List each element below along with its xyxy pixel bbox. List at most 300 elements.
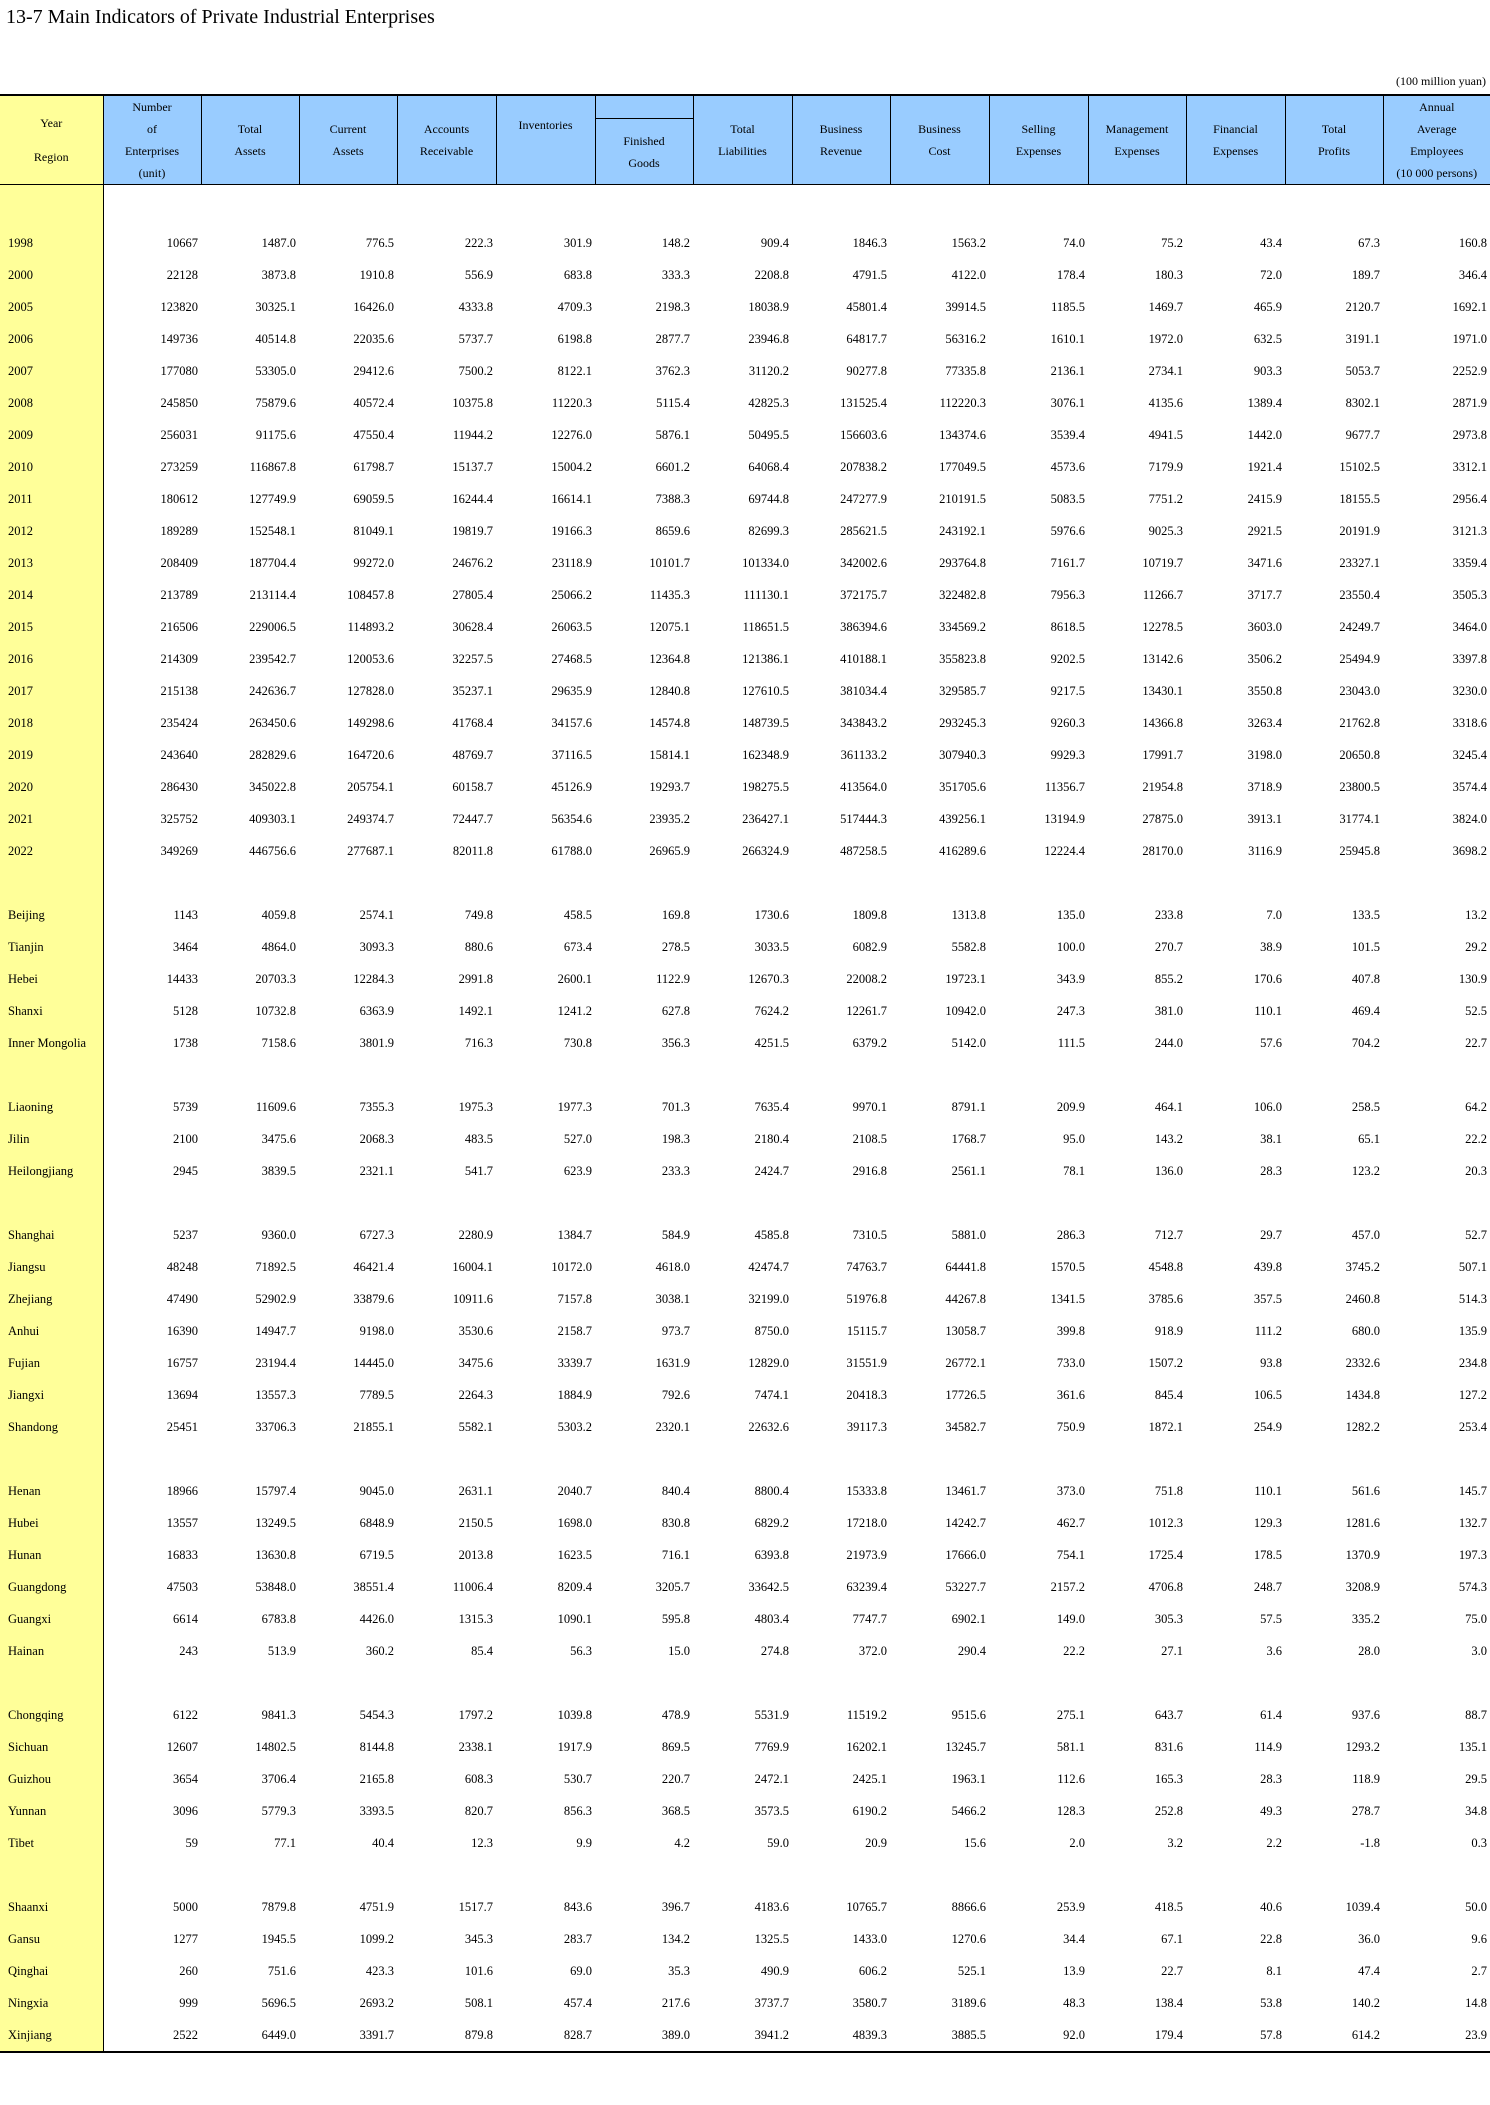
row-label: Guizhou	[0, 1763, 103, 1795]
table-cell: 123.2	[1351, 1163, 1380, 1178]
header-business-revenue	[792, 95, 890, 185]
table-cell: 1797.2	[458, 1707, 493, 1722]
spacer-cell	[496, 1187, 595, 1219]
table-cell: 6198.8	[557, 331, 592, 346]
spacer-cell	[1383, 1443, 1490, 1475]
table-cell: 71892.5	[255, 1259, 296, 1274]
spacer-cell	[201, 867, 299, 899]
spacer-cell	[792, 867, 890, 899]
table-cell: 112220.3	[939, 395, 986, 410]
table-cell: 57.6	[1260, 1035, 1282, 1050]
table-cell: 1917.9	[557, 1739, 592, 1754]
spacer-cell	[201, 1859, 299, 1891]
table-cell: 2991.8	[458, 971, 493, 986]
table-cell: 178.4	[1056, 267, 1085, 282]
table-cell: 8.1	[1266, 1963, 1282, 1978]
table-cell: 5876.1	[655, 427, 690, 442]
table-cell: 5582.8	[951, 939, 986, 954]
table-cell: 39914.5	[945, 299, 986, 314]
table-cell: 286430	[160, 779, 198, 794]
table-cell: 20.9	[865, 1835, 887, 1850]
table-cell: 3475.6	[458, 1355, 493, 1370]
region-row	[0, 931, 1490, 963]
table-cell: 1442.0	[1247, 427, 1282, 442]
table-cell: 133.5	[1351, 907, 1380, 922]
spacer-cell	[792, 1667, 890, 1699]
row-label: Hubei	[0, 1507, 103, 1539]
header-line: Management	[1105, 122, 1169, 136]
table-cell: 243192.1	[939, 523, 986, 538]
table-cell: 45126.9	[551, 779, 592, 794]
header-year-region	[0, 95, 103, 185]
region-row	[0, 1699, 1490, 1731]
table-cell: 27875.0	[1142, 811, 1183, 826]
table-cell: 1185.5	[1051, 299, 1085, 314]
spacer-cell	[0, 1667, 103, 1699]
table-cell: 4618.0	[655, 1259, 690, 1274]
table-cell: 13194.9	[1044, 811, 1085, 826]
table-cell: 1738	[173, 1035, 198, 1050]
table-cell: 2180.4	[754, 1131, 789, 1146]
spacer-cell	[989, 867, 1088, 899]
spacer-cell	[397, 1443, 496, 1475]
table-cell: 99272.0	[353, 555, 394, 570]
table-cell: 973.7	[661, 1323, 690, 1338]
table-cell: 1270.6	[951, 1931, 986, 1946]
spacer-cell	[0, 1187, 103, 1219]
table-cell: 418.5	[1154, 1899, 1183, 1914]
row-label: Qinghai	[0, 1955, 103, 1987]
spacer-cell	[496, 185, 595, 228]
row-label: 2006	[0, 323, 103, 355]
table-cell: 127610.5	[742, 683, 789, 698]
table-cell: 9217.5	[1050, 683, 1085, 698]
table-cell: 20650.8	[1339, 747, 1380, 762]
spacer-row	[0, 185, 1490, 228]
row-label: 2016	[0, 643, 103, 675]
spacer-cell	[397, 1859, 496, 1891]
table-cell: 3076.1	[1050, 395, 1085, 410]
table-cell: 608.3	[464, 1771, 493, 1786]
spacer-cell	[890, 1859, 989, 1891]
spacer-cell	[1088, 867, 1186, 899]
table-cell: 345.3	[464, 1931, 493, 1946]
row-label: Tianjin	[0, 931, 103, 963]
table-cell: -1.8	[1360, 1835, 1380, 1850]
row-label: 2007	[0, 355, 103, 387]
header-line: Receivable	[419, 144, 474, 158]
table-cell: 1975.3	[458, 1099, 493, 1114]
table-cell: 49.3	[1260, 1803, 1282, 1818]
year-row	[0, 227, 1490, 259]
table-cell: 28.3	[1260, 1163, 1282, 1178]
table-cell: 143.2	[1154, 1131, 1183, 1146]
table-cell: 156603.6	[840, 427, 887, 442]
table-cell: 1143	[173, 907, 198, 922]
spacer-cell	[890, 1059, 989, 1091]
table-cell: 52902.9	[255, 1291, 296, 1306]
table-cell: 1872.1	[1148, 1419, 1183, 1434]
table-cell: 10667	[166, 235, 198, 250]
spacer-row	[0, 1667, 1490, 1699]
year-row	[0, 835, 1490, 867]
table-cell: 85.4	[471, 1643, 493, 1658]
row-label: Shanxi	[0, 995, 103, 1027]
table-cell: 67.3	[1358, 235, 1380, 250]
row-label: Liaoning	[0, 1091, 103, 1123]
table-cell: 3718.9	[1247, 779, 1282, 794]
region-row	[0, 1219, 1490, 1251]
table-cell: 3873.8	[261, 267, 296, 282]
table-cell: 25494.9	[1339, 651, 1380, 666]
table-cell: 2561.1	[951, 1163, 986, 1178]
table-cell: 446756.6	[249, 843, 296, 858]
table-cell: 217.6	[661, 1995, 690, 2010]
table-cell: 33642.5	[748, 1579, 789, 1594]
table-cell: 24676.2	[452, 555, 493, 570]
table-cell: 101.6	[464, 1963, 493, 1978]
year-row	[0, 259, 1490, 291]
table-cell: 514.3	[1458, 1291, 1487, 1306]
spacer-cell	[1383, 1667, 1490, 1699]
table-cell: 9260.3	[1050, 715, 1085, 730]
table-cell: 56354.6	[551, 811, 592, 826]
table-cell: 2693.2	[359, 1995, 394, 2010]
table-cell: 3737.7	[754, 1995, 789, 2010]
table-cell: 118.9	[1352, 1771, 1380, 1786]
table-cell: 606.2	[858, 1963, 887, 1978]
table-cell: 233.3	[661, 1163, 690, 1178]
table-cell: 213114.4	[249, 587, 296, 602]
table-cell: 16004.1	[452, 1259, 493, 1274]
table-cell: 6393.8	[754, 1547, 789, 1562]
table-cell: 216506	[160, 619, 198, 634]
table-cell: 372175.7	[840, 587, 887, 602]
row-label: Hebei	[0, 963, 103, 995]
table-cell: 177080	[160, 363, 198, 378]
table-cell: 2332.6	[1345, 1355, 1380, 1370]
table-cell: 13142.6	[1142, 651, 1183, 666]
table-cell: 17666.0	[945, 1547, 986, 1562]
row-label: Shaanxi	[0, 1891, 103, 1923]
table-cell: 716.3	[464, 1035, 493, 1050]
spacer-cell	[693, 185, 792, 228]
header-line: Financial	[1213, 122, 1258, 136]
table-cell: 29635.9	[551, 683, 592, 698]
region-row	[0, 899, 1490, 931]
table-cell: 1487.0	[261, 235, 296, 250]
region-row	[0, 2019, 1490, 2052]
table-cell: 13.2	[1465, 907, 1487, 922]
table-cell: 72447.7	[452, 811, 493, 826]
header-line: (10 000 persons)	[1396, 166, 1478, 180]
row-label: Xinjiang	[0, 2019, 103, 2052]
table-cell: 830.8	[661, 1515, 690, 1530]
header-accounts-receivable	[397, 95, 496, 185]
row-label: 2008	[0, 387, 103, 419]
table-cell: 843.6	[563, 1899, 592, 1914]
table-cell: 1698.0	[557, 1515, 592, 1530]
table-cell: 10172.0	[551, 1259, 592, 1274]
table-cell: 14366.8	[1142, 715, 1183, 730]
table-cell: 110.1	[1254, 1003, 1282, 1018]
table-cell: 12364.8	[649, 651, 690, 666]
table-cell: 490.9	[760, 1963, 789, 1978]
table-cell: 19166.3	[551, 523, 592, 538]
table-cell: 8659.6	[655, 523, 690, 538]
table-cell: 7157.8	[557, 1291, 592, 1306]
table-cell: 53848.0	[255, 1579, 296, 1594]
table-cell: 733.0	[1056, 1355, 1085, 1370]
row-label: Shanghai	[0, 1219, 103, 1251]
table-cell: 5737.7	[458, 331, 493, 346]
table-cell: 120053.6	[347, 651, 394, 666]
spacer-cell	[1285, 1667, 1383, 1699]
table-cell: 357.5	[1253, 1291, 1282, 1306]
header-business-cost	[890, 95, 989, 185]
table-cell: 1293.2	[1345, 1739, 1380, 1754]
row-label: 2020	[0, 771, 103, 803]
spacer-cell	[890, 185, 989, 228]
table-cell: 2.0	[1069, 1835, 1085, 1850]
table-cell: 5303.2	[557, 1419, 592, 1434]
row-label: Hainan	[0, 1635, 103, 1667]
table-cell: 1341.5	[1050, 1291, 1085, 1306]
row-label: 2005	[0, 291, 103, 323]
table-cell: 530.7	[563, 1771, 592, 1786]
header-line: Number	[132, 100, 172, 114]
table-cell: 831.6	[1154, 1739, 1183, 1754]
table-cell: 18966	[166, 1483, 198, 1498]
table-cell: 64068.4	[748, 459, 789, 474]
table-cell: 44267.8	[945, 1291, 986, 1306]
table-cell: 2264.3	[458, 1387, 493, 1402]
table-cell: 2321.1	[359, 1163, 394, 1178]
table-cell: 75.0	[1465, 1611, 1487, 1626]
table-cell: 3706.4	[261, 1771, 296, 1786]
table-cell: 27.1	[1161, 1643, 1183, 1658]
table-cell: 5531.9	[754, 1707, 789, 1722]
table-cell: 20418.3	[846, 1387, 887, 1402]
table-cell: 517444.3	[840, 811, 887, 826]
table-cell: 81049.1	[353, 523, 394, 538]
table-cell: 20.3	[1465, 1163, 1487, 1178]
table-cell: 270.7	[1154, 939, 1183, 954]
region-row	[0, 1539, 1490, 1571]
region-row	[0, 1923, 1490, 1955]
table-cell: 457.4	[563, 1995, 592, 2010]
table-cell: 29412.6	[353, 363, 394, 378]
table-cell: 31551.9	[846, 1355, 887, 1370]
table-cell: 15333.8	[846, 1483, 887, 1498]
table-cell: 21954.8	[1142, 779, 1183, 794]
table-cell: 19723.1	[945, 971, 986, 986]
table-cell: 2150.5	[458, 1515, 493, 1530]
spacer-cell	[397, 1187, 496, 1219]
row-label: 2017	[0, 675, 103, 707]
region-row	[0, 1891, 1490, 1923]
table-cell: 2921.5	[1247, 523, 1282, 538]
table-cell: 22008.2	[846, 971, 887, 986]
indicators-table	[0, 94, 1490, 2053]
table-cell: 581.1	[1056, 1739, 1085, 1754]
region-row	[0, 1347, 1490, 1379]
table-cell: 15797.4	[255, 1483, 296, 1498]
header-line: Inventories	[518, 118, 573, 132]
table-cell: 2956.4	[1452, 491, 1487, 506]
table-cell: 20703.3	[255, 971, 296, 986]
table-cell: 48769.7	[452, 747, 493, 762]
table-cell: 1730.6	[754, 907, 789, 922]
table-cell: 236427.1	[742, 811, 789, 826]
unit-note: (100 million yuan)	[1396, 74, 1486, 88]
table-cell: 12.3	[471, 1835, 493, 1850]
table-cell: 6727.3	[359, 1227, 394, 1242]
header-line: Assets	[332, 144, 364, 158]
table-cell: 208409	[160, 555, 198, 570]
table-cell: 343.9	[1056, 971, 1085, 986]
table-cell: 4803.4	[754, 1611, 789, 1626]
table-cell: 386394.6	[840, 619, 887, 634]
table-cell: 253.4	[1458, 1419, 1487, 1434]
table-cell: 508.1	[464, 1995, 493, 2010]
table-cell: 23118.9	[551, 555, 592, 570]
table-cell: 28170.0	[1142, 843, 1183, 858]
table-cell: 12607	[166, 1739, 198, 1754]
table-cell: 1768.7	[951, 1131, 986, 1146]
table-cell: 35.3	[668, 1963, 690, 1978]
table-cell: 256031	[160, 427, 198, 442]
table-cell: 90277.8	[846, 363, 887, 378]
table-cell: 19293.7	[649, 779, 690, 794]
table-cell: 3033.5	[754, 939, 789, 954]
table-cell: 329585.7	[939, 683, 986, 698]
table-cell: 61.4	[1260, 1707, 1282, 1722]
spacer-cell	[299, 867, 397, 899]
table-cell: 1384.7	[557, 1227, 592, 1242]
row-label: 2000	[0, 259, 103, 291]
table-cell: 111.5	[1057, 1035, 1085, 1050]
spacer-cell	[103, 1443, 201, 1475]
row-label: Tibet	[0, 1827, 103, 1859]
table-cell: 3205.7	[655, 1579, 690, 1594]
table-cell: 198.3	[661, 1131, 690, 1146]
table-cell: 2157.2	[1050, 1579, 1085, 1594]
row-label: 2009	[0, 419, 103, 451]
table-cell: 541.7	[464, 1163, 493, 1178]
table-cell: 28.0	[1358, 1643, 1380, 1658]
table-cell: 368.5	[661, 1803, 690, 1818]
table-cell: 61788.0	[551, 843, 592, 858]
header-line: Liabilities	[718, 144, 767, 158]
region-row	[0, 1411, 1490, 1443]
region-row	[0, 1507, 1490, 1539]
table-cell: 229006.5	[249, 619, 296, 634]
table-cell: 61798.7	[353, 459, 394, 474]
table-cell: 3574.4	[1452, 779, 1487, 794]
table-cell: 7161.7	[1050, 555, 1085, 570]
table-cell: 3230.0	[1452, 683, 1487, 698]
table-cell: 1039.8	[557, 1707, 592, 1722]
table-cell: 198275.5	[742, 779, 789, 794]
spacer-cell	[1186, 1667, 1285, 1699]
table-cell: 361.6	[1056, 1387, 1085, 1402]
table-cell: 23043.0	[1339, 683, 1380, 698]
row-label: Beijing	[0, 899, 103, 931]
table-cell: 345022.8	[249, 779, 296, 794]
table-cell: 12829.0	[748, 1355, 789, 1370]
table-cell: 879.8	[397, 2019, 496, 2052]
table-cell: 1434.8	[1345, 1387, 1380, 1402]
table-cell: 4251.5	[754, 1035, 789, 1050]
table-cell: 4135.6	[1148, 395, 1183, 410]
table-cell: 4333.8	[458, 299, 493, 314]
table-cell: 389.0	[595, 2019, 693, 2052]
table-cell: 2522	[103, 2019, 201, 2052]
table-cell: 63239.4	[846, 1579, 887, 1594]
spacer-cell	[1383, 1187, 1490, 1219]
header-line: Annual	[1419, 100, 1455, 114]
table-cell: 214309	[160, 651, 198, 666]
page-title: 13-7 Main Indicators of Private Industrial Enterprises	[6, 6, 435, 28]
table-cell: 8302.1	[1345, 395, 1380, 410]
table-cell: 39117.3	[846, 1419, 887, 1434]
table-cell: 127749.9	[249, 491, 296, 506]
table-cell: 18038.9	[748, 299, 789, 314]
table-cell: 38.9	[1260, 939, 1282, 954]
table-cell: 112.6	[1057, 1771, 1085, 1786]
spacer-cell	[1088, 1187, 1186, 1219]
table-cell: 2472.1	[754, 1771, 789, 1786]
table-cell: 15004.2	[551, 459, 592, 474]
table-cell: 333.3	[661, 267, 690, 282]
table-cell: 26965.9	[649, 843, 690, 858]
year-row	[0, 771, 1490, 803]
table-cell: 15115.7	[846, 1323, 887, 1338]
spacer-row	[0, 867, 1490, 899]
table-cell: 91175.6	[255, 427, 296, 442]
table-cell: 57.8	[1186, 2019, 1285, 2052]
table-cell: 1507.2	[1148, 1355, 1183, 1370]
table-cell: 483.5	[464, 1131, 493, 1146]
table-cell: 8791.1	[951, 1099, 986, 1114]
table-cell: 8866.6	[951, 1899, 986, 1914]
table-cell: 413564.0	[840, 779, 887, 794]
table-cell: 3539.4	[1050, 427, 1085, 442]
table-cell: 65.1	[1358, 1131, 1380, 1146]
table-cell: 7474.1	[754, 1387, 789, 1402]
header-line: Selling	[1021, 122, 1056, 136]
spacer-cell	[1285, 1859, 1383, 1891]
header-line: Average	[1416, 122, 1457, 136]
header-line: Assets	[234, 144, 266, 158]
table-cell: 11944.2	[452, 427, 493, 442]
table-cell: 16244.4	[452, 491, 493, 506]
table-cell: 1099.2	[359, 1931, 394, 1946]
table-body	[0, 185, 1490, 2053]
table-cell: 5115.4	[656, 395, 690, 410]
table-cell: 3885.5	[890, 2019, 989, 2052]
table-cell: 2280.9	[458, 1227, 493, 1242]
table-cell: 14574.8	[649, 715, 690, 730]
table-cell: 351705.6	[939, 779, 986, 794]
spacer-cell	[496, 1667, 595, 1699]
table-cell: 13630.8	[255, 1547, 296, 1562]
table-cell: 170.6	[1253, 971, 1282, 986]
table-cell: 1910.8	[359, 267, 394, 282]
table-cell: 5779.3	[261, 1803, 296, 1818]
row-label: 2019	[0, 739, 103, 771]
